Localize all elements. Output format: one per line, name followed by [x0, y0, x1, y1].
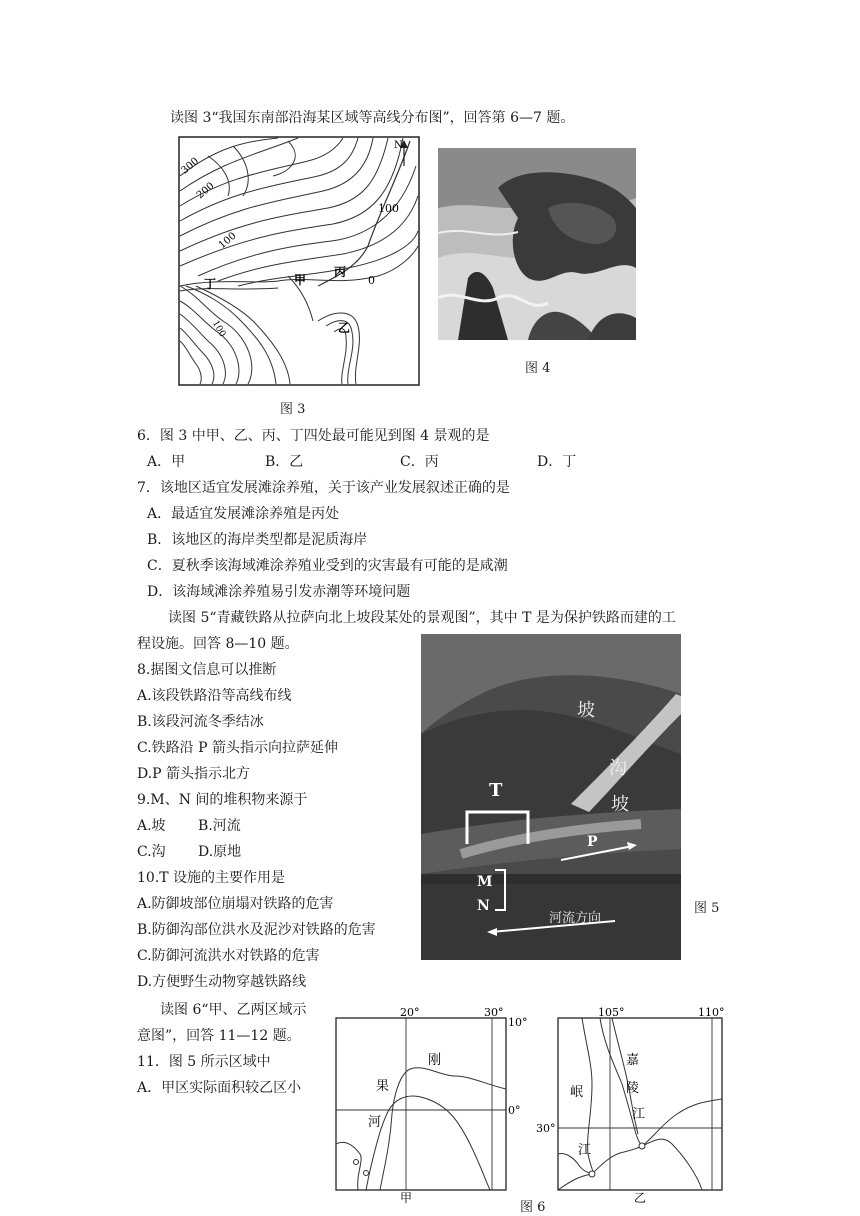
jia-lat-0: 0°: [508, 1104, 521, 1117]
figure-5-railway-photo: [421, 634, 681, 960]
intro-fig6-line1: 读图 6“甲、乙两区域示: [160, 1002, 307, 1018]
q9-option-c: C.沟: [137, 844, 166, 860]
figure-4-caption: 图 4: [525, 361, 551, 376]
q8-option-d: D.P 箭头指示北方: [137, 766, 251, 782]
q7-option-b: B．该地区的海岸类型都是泥质海岸: [147, 532, 368, 548]
jia-label-gang: 刚: [428, 1053, 442, 1068]
label-M: M: [477, 874, 493, 890]
jia-lon-30: 30°: [484, 1006, 504, 1019]
contour-label-100-a: 100: [216, 230, 239, 252]
q10-option-c: C.防御河流洪水对铁路的危害: [137, 948, 320, 964]
q10-option-b: B.防御沟部位洪水及泥沙对铁路的危害: [137, 922, 376, 938]
yi-label-jia: 嘉: [626, 1053, 640, 1068]
jia-lat-10: 10°: [508, 1016, 528, 1029]
intro-fig5-line2: 程设施。回答 8—10 题。: [137, 636, 299, 652]
label-po-2: 坡: [611, 794, 629, 815]
yi-label-ling: 陵: [626, 1081, 640, 1096]
q6-option-a: A．甲: [147, 454, 186, 470]
q7-stem: 7．该地区适宜发展滩涂养殖，关于该产业发展叙述正确的是: [137, 480, 510, 496]
intro-fig3: 读图 3“我国东南部沿海某区域等高线分布图”，回答第 6—7 题。: [170, 110, 575, 126]
q7-option-c: C．夏秋季该海域滩涂养殖业受到的灾害最有可能的是咸潮: [147, 558, 508, 574]
yi-lon-110: 110°: [698, 1006, 725, 1019]
yi-lon-105: 105°: [598, 1006, 625, 1019]
point-ding: 丁: [204, 277, 217, 291]
q11-stem: 11．图 5 所示区域中: [137, 1054, 271, 1070]
jia-lon-20: 20°: [400, 1006, 420, 1019]
label-river-direction: 河流方向: [549, 911, 602, 926]
yi-label-jiang-2: 江: [578, 1143, 592, 1158]
q7-option-d: D．该海域滩涂养殖易引发赤潮等环境问题: [147, 584, 411, 600]
figure-3-contour-map: [178, 136, 420, 386]
north-label: N: [394, 140, 403, 151]
q8-option-a: A.该段铁路沿等高线布线: [137, 688, 292, 704]
q6-option-c: C．丙: [400, 454, 439, 470]
contour-label-300: 300: [179, 155, 201, 177]
point-bing: 丙: [334, 265, 347, 279]
q11-option-a: A．甲区实际面积较乙区小: [137, 1080, 302, 1096]
jia-label-guo: 果: [376, 1079, 390, 1094]
figure-6-map-jia: [330, 1004, 534, 1204]
q8-stem: 8.据图文信息可以推断: [137, 662, 277, 678]
intro-fig6-line2: 意图”，回答 11—12 题。: [137, 1028, 301, 1044]
figure-5-caption: 图 5: [694, 901, 720, 916]
figure-3-caption: 图 3: [280, 402, 306, 417]
point-jia: 甲: [294, 273, 307, 287]
q10-option-a: A.防御坡部位崩塌对铁路的危害: [137, 896, 334, 912]
figure-6-caption: 图 6: [520, 1200, 546, 1215]
yi-label-jiang-1: 江: [632, 1107, 646, 1122]
jia-map-name: 甲: [400, 1191, 413, 1205]
label-P: P: [587, 834, 598, 850]
contour-label-100-b: 100: [378, 202, 399, 215]
q8-option-c: C.铁路沿 P 箭头指示向拉萨延伸: [137, 740, 338, 756]
figure-6-map-yi: [536, 1004, 742, 1205]
q7-option-a: A．最适宜发展滩涂养殖是丙处: [147, 506, 340, 522]
contour-label-100-c: 100: [209, 319, 228, 339]
point-yi: 乙: [338, 321, 351, 335]
q9-stem: 9.M、N 间的堆积物来源于: [137, 792, 308, 808]
label-po-1: 坡: [577, 700, 595, 721]
figure-4-coast-photo: [438, 148, 636, 340]
yi-lat-30: 30°: [536, 1122, 556, 1135]
q9-option-a: A.坡: [137, 818, 166, 834]
q8-option-b: B.该段河流冬季结冰: [137, 714, 264, 730]
q10-stem: 10.T 设施的主要作用是: [137, 870, 286, 886]
q9-option-d: D.原地: [198, 844, 242, 860]
label-N: N: [477, 898, 490, 914]
label-T: T: [489, 780, 503, 801]
q6-option-d: D．丁: [537, 454, 577, 470]
intro-fig5-line1: 读图 5“青藏铁路从拉萨向北上坡段某处的景观图”，其中 T 是为保护铁路而建的工: [168, 610, 676, 626]
label-gou: 沟: [609, 758, 627, 779]
yi-label-min: 岷: [570, 1085, 584, 1100]
q9-option-b: B.河流: [198, 818, 241, 834]
q6-option-b: B．乙: [265, 454, 304, 470]
contour-label-0: 0: [368, 274, 375, 287]
q10-option-d: D.方便野生动物穿越铁路线: [137, 974, 307, 990]
yi-map-name: 乙: [634, 1191, 647, 1205]
q6-stem: 6．图 3 中甲、乙、丙、丁四处最可能见到图 4 景观的是: [137, 428, 490, 444]
contour-label-200: 200: [194, 180, 217, 202]
jia-label-he: 河: [368, 1115, 382, 1130]
